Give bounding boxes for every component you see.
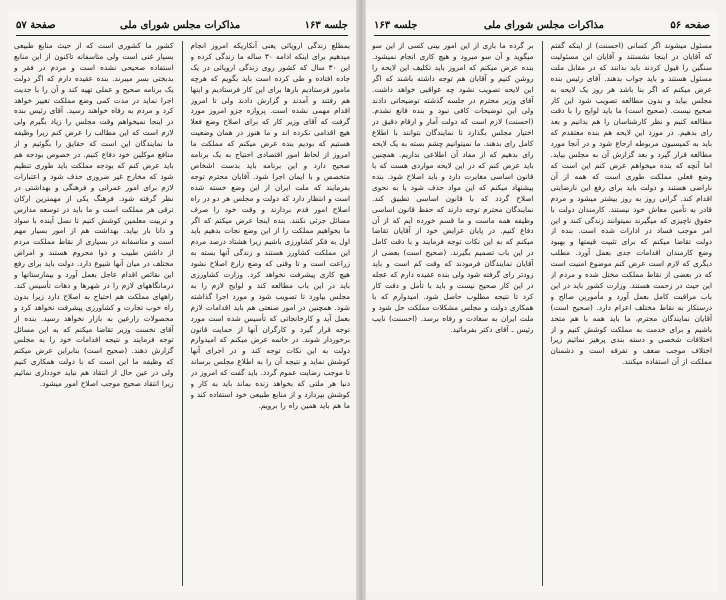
left-header-rule: [16, 35, 348, 36]
right-column-right-text: مسئول میشوند اگر کسانی (احسنت) از اینکه گفتم که آقایان در اینجا نشستند و آقایان این مسئولیت سنگین را قبول کردند باید بدانند که در مقابل ملت مسئول هستند و باید جواب بدهند. آقای رئیس بنده عرض میکنم که اگر بنا باشد هر روز یک لایحه به مجلس بیاید و بدون مطالعه تصویب شود این کار صحیح نیست. (صحیح است) ما باید لوایح را با دقت مطالعه کنیم و نظر کارشناسان را هم بدانیم و بعد رای بدهیم. در مورد این لایحه هم بنده معتقدم که باید به کمیسیون مربوطه ارجاع شود و در آنجا مورد مطالعه قرار گیرد و بعد گزارش آن به مجلس بیاید. اما آنچه که بنده میخواهم عرض کنم این است که وضع فعلی مملکت طوری است که همه از آن ناراضی هستند و دولت باید برای رفع این نارضایتی اقدام کند. گرانی روز به روز بیشتر میشود و مردم قادر به تأمین معاش خود نیستند. کارمندان دولت با حقوق ناچیزی که میگیرند نمیتوانند زندگی کنند و این امر موجب فساد در ادارات شده است. بنده از دولت تقاضا میکنم که برای تثبیت قیمتها و بهبود وضع کارمندان اقدامات جدی بعمل آورد. مطلب دیگری که لازم است عرض کنم موضوع امنیت است که در بعضی از نقاط مملکت مختل شده و مردم از این حیث در زحمت هستند. وزارت کشور باید در این باب مراقبت کامل بعمل آورد و مأمورین صالح و درستکار به نقاط مختلف اعزام دارد. (صحیح است) آقایان نمایندگان محترم، ما باید همه با هم متحد باشیم و برای خدمت به مملکت کوشش کنیم و از اختلافات شخصی و دسته بندی پرهیز نمائیم زیرا اختلاف موجب ضعف و تفرقه است و دشمنان مملکت از آن استفاده میکنند.: [550, 41, 712, 367]
right-running-title: مذاکرات مجلس شورای ملی: [483, 19, 604, 31]
left-page-number: صفحة ۵۷: [16, 19, 56, 31]
right-column-right: [551, 41, 713, 586]
left-column-left: [14, 41, 174, 586]
right-header-rule: [374, 35, 710, 36]
left-running-title: مذاکرات مجلس شورای ملی: [120, 19, 241, 31]
left-column-divider: [182, 41, 183, 586]
left-column-left-text: کشور ما کشوری است که از حیث منابع طبیعی بسیار غنی است ولی متاسفانه تاکنون از این منابع استفاده صحیحی نشده است و مردم در فقر و بدبختی بسر میبرند. بنده عقیده دارم که اگر دولت یک برنامه صحیح و عملی تهیه کند و آن را با جدیت اجرا نماید در مدت کمی وضع مملکت تغییر خواهد کرد و مردم به رفاه خواهند رسید. آقای رئیس بنده در اینجا نمیخواهم وقت مجلس را زیاد بگیرم ولی لازم است که این مطالب را عرض کنم زیرا وظیفه ما نمایندگان این است که حقایق را بگوئیم و از منافع موکلین خود دفاع کنیم. در خصوص بودجه هم باید عرض کنم که بودجه مملکت باید طوری تنظیم شود که مخارج غیر ضروری حذف شود و اعتبارات لازم برای امور عمرانی و فرهنگی و بهداشتی در نظر گرفته شود. فرهنگ یکی از مهمترین ارکان ترقی هر مملکت است و ما باید در توسعه مدارس و تربیت معلمین کوشش کنیم تا نسل آینده با سواد و دانا بار بیاید. بهداشت هم از امور بسیار مهم است و متاسفانه در بسیاری از نقاط مملکت مردم از داشتن طبیب و دوا محروم هستند و امراض مختلف در میان آنها شیوع دارد. دولت باید برای رفع این نقائص اقدام عاجل بعمل آورد و بیمارستانها و درمانگاههای لازم را در شهرها و دهات تأسیس کند. راههای مملکت هم احتیاج به اصلاح دارد زیرا بدون راه خوب تجارت و کشاورزی پیشرفت نخواهد کرد و محصولات زارعین به بازار نخواهد رسید. بنده از آقای نخست وزیر تقاضا میکنم که به این مسائل توجه فرمایند و نتیجه اقدامات خود را به مجلس گزارش دهند. (صحیح است) بنابراین عرض میکنم که وظیفه ما این است که با دولت همکاری کنیم ولی در عین حال از انتقاد هم نباید خودداری نمائیم زیرا انتقاد صحیح موجب اصلاح امور میشود.: [14, 41, 174, 389]
left-column-right-text: بمطلع زندگی اروپائی یعنی آنکاریکه امروز انجام میدهیم برای اینکه ادامه ۳۰ ساله ما زندگی کرده و این ۳۰ سال که کشور روی زندگی اروپائی در یک جاده افتاده و طی کرده است باید بگویم که هرچه مامور فرستادیم بارها برای این کار فرستادیم و اینها هم رفتند و آمدند و گزارش دادند ولی تا امروز اقدام مهمی نشده است. پروازه جزو امروز مورد گرفت که آقای وزیر کار که برای اصلاح وضع فعلا هیچ اقدامی نکرده اند و ما هنوز در همان وضعیت هستیم که بودیم بنده عرض میکنم که مملکت ما امروز از لحاظ امور اقتصادی احتیاج به یک برنامه صحیح دارد و این برنامه باید بدست اشخاص متخصص و با ایمان اجرا شود. آقایان محترم توجه بفرمایند که ملت ایران از این وضع خسته شده است و انتظار دارد که دولت و مجلس هر دو در راه اصلاح امور قدم بردارند و وقت خود را صرف مسائل جزئی نکنند. بنده اینجا عرض میکنم که اگر ما بخواهیم مملکت را از این وضع نجات بدهیم باید اول به فکر کشاورزی باشیم زیرا هشتاد درصد مردم این مملکت کشاورز هستند و زندگی آنها بسته به زراعت است و تا وقتی که وضع زارع اصلاح نشود هیچ کاری پیشرفت نخواهد کرد. وزارت کشاورزی باید در این باب مطالعه کند و لوایح لازم را به مجلس بیاورد تا تصویب شود و مورد اجرا گذاشته شود. همچنین در امور صنعتی هم باید اقدامات لازم بعمل آید و کارخانجاتی که تأسیس شده است مورد توجه قرار گیرد و کارگران آنها از حمایت قانون برخوردار شوند. در خاتمه عرض میکنم که امیدوارم دولت به این نکات توجه کند و در اجرای آنها کوشش نماید و نتیجه آن را به اطلاع مجلس برساند تا موجب رضایت عموم گردد. باید گفت که امروز در دنیا هر ملتی که بخواهد زنده بماند باید به کار و کوشش بپردازد و از منابع طبیعی خود استفاده کند و ما هم باید همین راه را برویم.: [190, 41, 350, 410]
right-page-header: [374, 16, 710, 34]
right-columns: [372, 41, 712, 586]
right-column-divider: [542, 41, 543, 586]
book-gutter: [356, 0, 366, 600]
right-column-left: [372, 41, 534, 586]
left-columns: [14, 41, 350, 586]
left-column-right: [191, 41, 351, 586]
left-page-header: [16, 16, 348, 34]
right-column-left-text: بر گرده ما باری از این امور بینی کسی از این سو میگوید و آن سو میرود و هیچ کاری انجام نمیشود. بنده عرض میکنم که امروز باید تکلیف این لایحه را روشن کنیم و آقایان هم توجه داشته باشند که اگر این لایحه تصویب نشود چه عواقبی خواهد داشت. آقای وزیر محترم در جلسه گذشته توضیحاتی دادند ولی این توضیحات کافی نبود و بنده قانع نشدم. (احسنت) لازم است که دولت آمار و ارقام دقیق در اختیار مجلس بگذارد تا نمایندگان بتوانند با اطلاع کامل رای بدهند. ما نمیتوانیم چشم بسته به یک لایحه رای بدهیم که از مفاد آن اطلاعی نداریم. همچنین باید عرض کنم که در این لایحه مواردی هست که با قانون اساسی مغایرت دارد و باید اصلاح شود. بنده پیشنهاد میکنم که این مواد حذف شود یا به نحوی اصلاح گردد که با قانون اساسی تطبیق کند. نمایندگان محترم توجه دارند که حفظ قانون اساسی وظیفه همه ماست و ما قسم خورده ایم که از آن دفاع کنیم. در پایان عرایض خود از آقایان تقاضا میکنم که به این نکات توجه فرمایند و با دقت کامل در این باب تصمیم بگیرند. (صحیح است) بعضی از آقایان نمایندگان فرمودند که وقت کم است و باید زودتر رای گرفته شود ولی بنده عقیده دارم که عجله در این کار صحیح نیست و باید با تأمل و دقت کار کرد تا نتیجه مطلوب حاصل شود. امیدوارم که با همکاری دولت و مجلس مشکلات مملکت حل شود و ملت ایران به سعادت و رفاه برسد. (احسنت) نایب رئیس ـ آقای دکتر بفرمائید.: [372, 41, 534, 334]
left-page: [8, 10, 356, 592]
right-page-number: صفحه ۵۶: [670, 19, 710, 31]
left-session-label: جلسه ۱۶۳: [304, 19, 348, 31]
right-page: [366, 10, 718, 592]
right-session-label: جلسه ۱۶۳: [374, 19, 418, 31]
